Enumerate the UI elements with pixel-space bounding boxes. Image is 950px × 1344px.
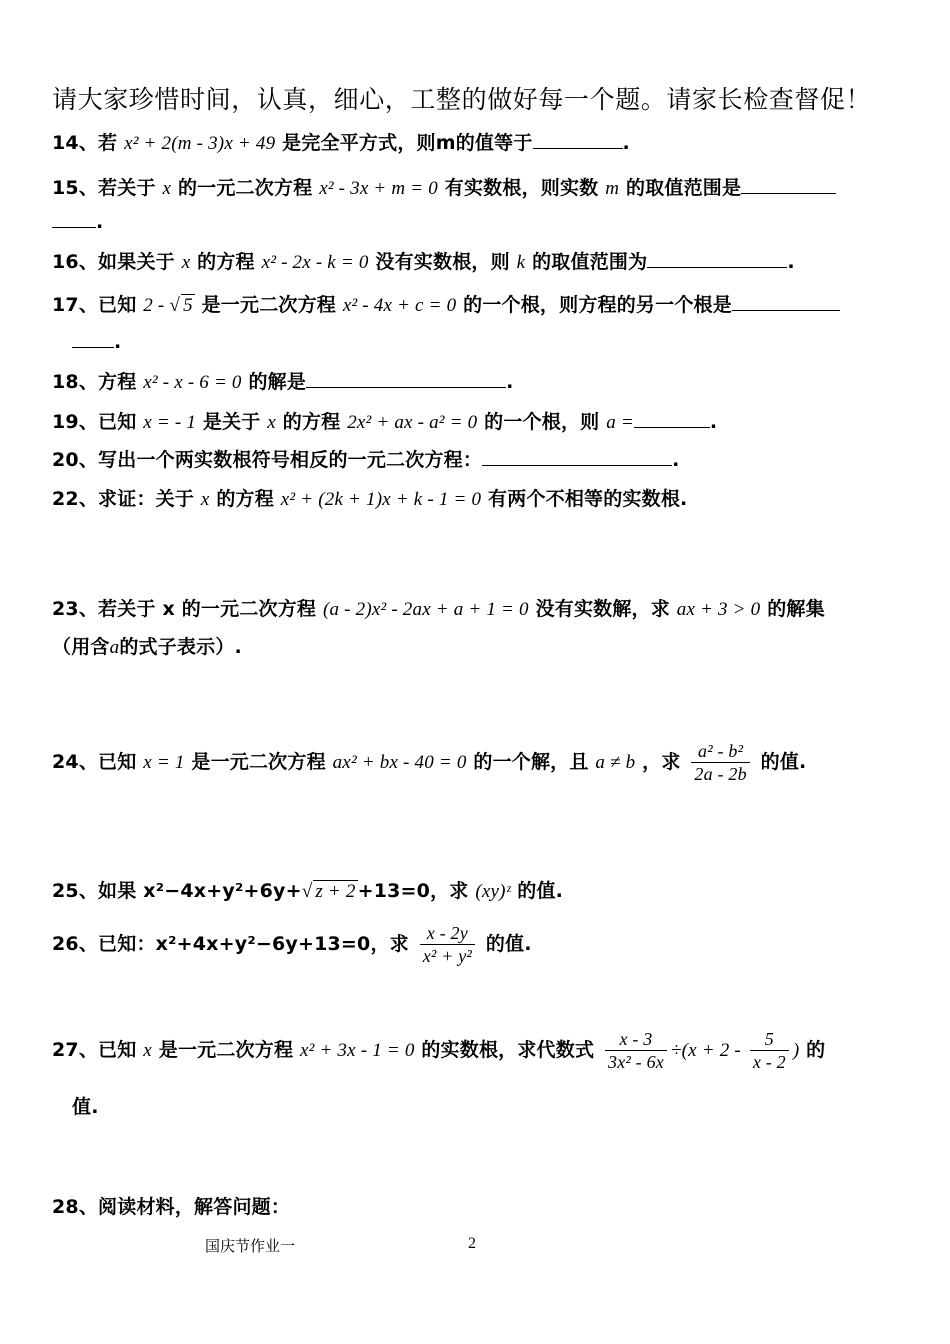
q15-expression: x² - 3x + m = 0 [319,178,438,199]
question-15: 15、若关于 x 的一元二次方程 x² - 3x + m = 0 有实数根，则实数 m 的取值范围是 [52,173,836,200]
q22-equation: x² + (2k + 1)x + k - 1 = 0 [280,489,482,510]
q14-expression: x² + 2(m - 3)x + 49 [124,133,276,154]
q27-fraction-2: $\frac{5}{x - 2}$ [750,1028,789,1073]
q24-equation: ax² + bx - 40 = 0 [332,752,467,773]
q14-answer-blank[interactable] [533,131,623,149]
q16-expression: x² - 2x - k = 0 [261,252,369,273]
q15-answer-blank[interactable] [741,176,836,194]
q20-answer-blank[interactable] [482,448,672,466]
q17-root-expression: 2 - √ 5 [143,295,193,316]
q17-answer-blank-cont[interactable] [72,330,114,348]
question-20: 20、写出一个两实数根符号相反的一元二次方程： . [52,449,680,471]
question-27-cont: 值. [72,1096,99,1118]
q23-equation: (a - 2)x² - 2ax + a + 1 = 0 [322,599,529,620]
q16-answer-blank[interactable] [647,250,787,268]
question-14: 14、若 x² + 2(m - 3)x + 49 是完全平方式，则m的值等于 . [52,132,630,154]
question-16: 16、如果关于 x 的方程 x² - 2x - k = 0 没有实数根，则 k 的取值范围为 . [52,251,795,273]
question-18: 18、方程 x² - x - 6 = 0 的解是 . [52,371,514,393]
question-22: 22、求证：关于 x 的方程 x² + (2k + 1)x + k - 1 = 0 有两个不相等的实数根. [52,488,688,510]
q17-equation: x² - 4x + c = 0 [342,295,457,316]
question-28: 28、阅读材料，解答问题： [52,1196,291,1218]
question-23: 23、若关于 x 的一元二次方程 (a - 2)x² - 2ax + a + 1 = 0 没有实数解，求 ax + 3 > 0 的解集 [52,598,825,620]
page-number: 2 [468,1235,476,1252]
question-17-cont: . [72,330,121,353]
header-reminder: 请大家珍惜时间，认真，细心，工整的做好每一个题。请家长检查督促！ [52,85,872,114]
question-27: 27、已知 x 是一元二次方程 x² + 3x - 1 = 0 的实数根，求代数式 $\frac{x - 3}{\text{3x² - 6x}}$ ÷(x + 2 - $\frac{5}{x - 2}$ ) 的 [52,1029,826,1072]
q26-fraction: $\frac{x - 2y}{\text{x² + y²}}$ [420,922,475,967]
q17-answer-blank[interactable] [732,293,840,311]
question-19: 19、已知 x = - 1 是关于 x 的方程 2x² + ax - a² = 0 的一个根，则 a = . [52,411,718,433]
question-15-cont: . [52,210,103,233]
question-25: 25、如果 x²−4x+y²+6y+√ z + 2 +13=0，求 (xy)ᶻ 的值. [52,880,564,902]
q18-answer-blank[interactable] [306,370,506,388]
question-17: 17、已知 2 - √ 5 是一元二次方程 x² - 4x + c = 0 的一个根，则方程的另一个根是 [52,290,840,317]
q27-equation: x² + 3x - 1 = 0 [299,1040,415,1061]
footer-title: 国庆节作业一 [205,1237,296,1255]
question-23-cont: （用含a的式子表示）. [52,636,242,658]
q24-fraction: $\frac{\text{a² - b²}}{2a - 2b}$ [691,740,749,785]
q25-sqrt: √ z + 2 [301,881,356,902]
q15-answer-blank-cont[interactable] [52,210,96,228]
q19-equation: 2x² + ax - a² = 0 [347,412,478,433]
question-24: 24、已知 x = 1 是一元二次方程 ax² + bx - 40 = 0 的一个解，且 a ≠ b ，求 $\frac{\text{a² - b²}}{2a - 2b}$ 的值. [52,741,807,784]
q27-fraction-1: $\frac{x - 3}{\text{3x² - 6x}}$ [605,1028,667,1073]
q23-inequality: ax + 3 > 0 [676,599,761,620]
q18-equation: x² - x - 6 = 0 [143,372,242,393]
q19-answer-blank[interactable] [634,410,710,428]
question-26: 26、已知：x²+4x+y²−6y+13=0，求 $\frac{x - 2y}{\text{x² + y²}}$ 的值. [52,923,532,966]
